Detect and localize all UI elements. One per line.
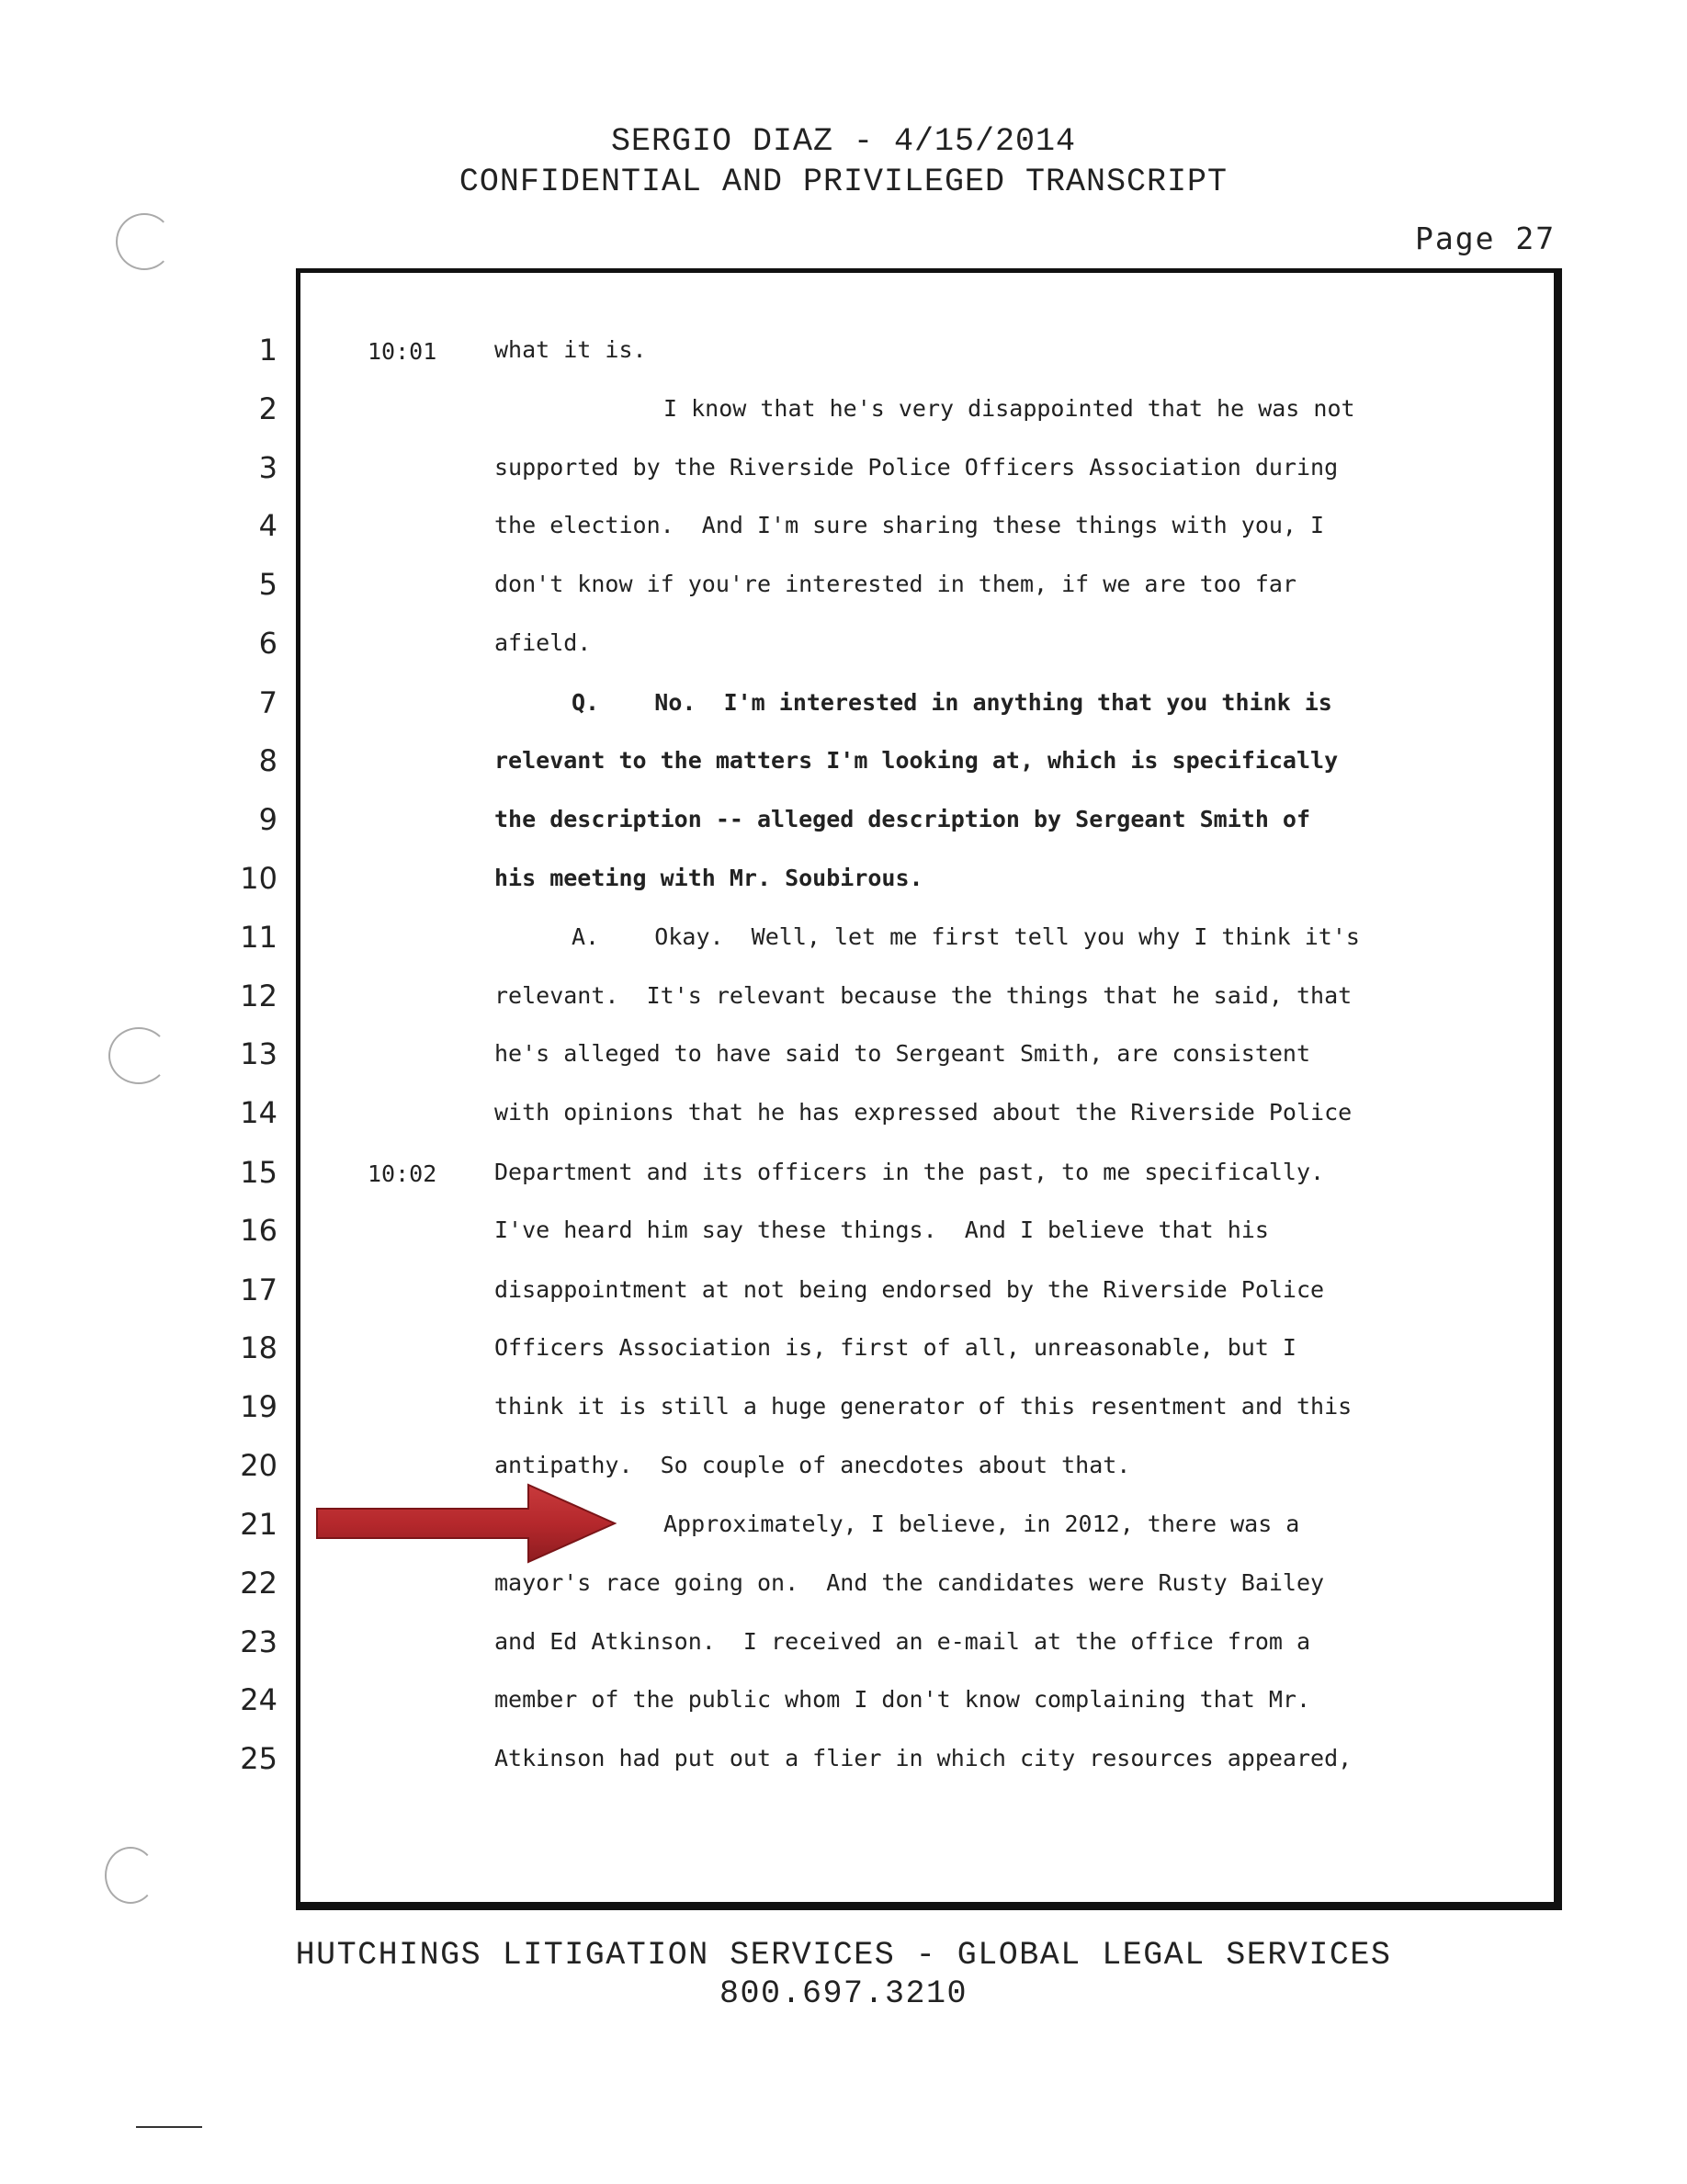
line-text: Approximately, I believe, in 2012, there was a bbox=[663, 1511, 1300, 1537]
line-number: 16 bbox=[240, 1213, 277, 1248]
line-text: Q. No. I'm interested in anything that you think is bbox=[572, 689, 1332, 716]
margin-line bbox=[136, 2126, 202, 2128]
transcript-line bbox=[0, 1036, 1687, 1095]
line-number: 14 bbox=[240, 1095, 277, 1130]
transcript-line bbox=[0, 1624, 1687, 1683]
line-number: 2 bbox=[258, 391, 277, 426]
line-text: Atkinson had put out a flier in which city resources appeared, bbox=[494, 1745, 1353, 1771]
line-number: 24 bbox=[240, 1682, 277, 1717]
red-arrow-icon bbox=[315, 1481, 618, 1566]
line-text: A. Okay. Well, let me first tell you why I think it's bbox=[572, 923, 1360, 950]
transcript-line bbox=[0, 685, 1687, 744]
line-text: and Ed Atkinson. I received an e-mail at the office from a bbox=[494, 1628, 1311, 1655]
transcript-line bbox=[0, 626, 1687, 685]
transcript-line bbox=[0, 567, 1687, 626]
line-text: he's alleged to have said to Sergeant Smith, are consistent bbox=[494, 1040, 1311, 1067]
line-text: his meeting with Mr. Soubirous. bbox=[494, 865, 923, 891]
line-number: 3 bbox=[258, 450, 277, 485]
line-number: 8 bbox=[258, 743, 277, 778]
header-title: SERGIO DIAZ - 4/15/2014 bbox=[610, 123, 1077, 160]
transcript-line bbox=[0, 1682, 1687, 1741]
line-text: Officers Association is, first of all, unreasonable, but I bbox=[494, 1334, 1296, 1361]
transcript-line bbox=[0, 450, 1687, 509]
transcript-line bbox=[0, 1213, 1687, 1272]
line-text: think it is still a huge generator of this resentment and this bbox=[494, 1393, 1353, 1420]
line-number: 23 bbox=[240, 1624, 277, 1659]
line-number: 6 bbox=[258, 626, 277, 661]
line-number: 21 bbox=[240, 1507, 277, 1542]
transcript-line bbox=[0, 920, 1687, 979]
transcript-line bbox=[0, 1741, 1687, 1800]
line-text: I've heard him say these things. And I believe that his bbox=[494, 1216, 1269, 1243]
transcript-line bbox=[0, 802, 1687, 861]
line-number: 19 bbox=[240, 1389, 277, 1424]
line-number: 9 bbox=[258, 802, 277, 837]
transcript-line bbox=[0, 391, 1687, 450]
line-text: antipathy. So couple of anecdotes about that. bbox=[494, 1452, 1131, 1478]
line-text: what it is. bbox=[494, 336, 647, 363]
transcript-line bbox=[0, 1155, 1687, 1214]
line-number: 4 bbox=[258, 508, 277, 543]
transcript-line bbox=[0, 1389, 1687, 1448]
line-number: 7 bbox=[258, 685, 277, 720]
footer-phone: 800.697.3210 bbox=[719, 1975, 968, 2012]
transcript-line bbox=[0, 508, 1687, 567]
transcript-line bbox=[0, 743, 1687, 802]
line-number: 17 bbox=[240, 1273, 277, 1307]
line-text: the election. And I'm sure sharing these things with you, I bbox=[494, 512, 1325, 538]
transcript-line bbox=[0, 979, 1687, 1037]
line-number: 13 bbox=[240, 1036, 277, 1071]
timestamp: 10:01 bbox=[368, 338, 437, 365]
line-number: 22 bbox=[240, 1566, 277, 1601]
timestamp: 10:02 bbox=[368, 1160, 437, 1187]
line-text: mayor's race going on. And the candidates were Rusty Bailey bbox=[494, 1569, 1325, 1596]
line-text: relevant to the matters I'm looking at, which is specifically bbox=[494, 747, 1339, 774]
line-number: 5 bbox=[258, 567, 277, 602]
line-number: 12 bbox=[240, 979, 277, 1013]
line-text: relevant. It's relevant because the things that he said, that bbox=[494, 982, 1353, 1009]
line-number: 15 bbox=[240, 1155, 277, 1190]
transcript-line bbox=[0, 861, 1687, 920]
line-text: member of the public whom I don't know complaining that Mr. bbox=[494, 1686, 1311, 1713]
line-number: 25 bbox=[240, 1741, 277, 1776]
transcript-line bbox=[0, 333, 1687, 391]
line-text: disappointment at not being endorsed by the Riverside Police bbox=[494, 1276, 1325, 1303]
footer-company: HUTCHINGS LITIGATION SERVICES - GLOBAL LEGAL SERVICES bbox=[295, 1937, 1392, 1974]
transcript-line bbox=[0, 1330, 1687, 1389]
line-number: 10 bbox=[240, 861, 277, 896]
line-number: 20 bbox=[240, 1448, 277, 1483]
transcript-line bbox=[0, 1273, 1687, 1331]
line-text: supported by the Riverside Police Officers Association during bbox=[494, 454, 1339, 481]
line-number: 18 bbox=[240, 1330, 277, 1365]
transcript-line bbox=[0, 1095, 1687, 1154]
line-text: afield. bbox=[494, 629, 592, 656]
line-text: Department and its officers in the past, to me specifically. bbox=[494, 1159, 1325, 1185]
transcript-line bbox=[0, 1507, 1687, 1566]
line-number: 1 bbox=[258, 333, 277, 368]
transcript-line bbox=[0, 1566, 1687, 1624]
line-text: I know that he's very disappointed that he was not bbox=[663, 395, 1355, 422]
page-number: Page 27 bbox=[1415, 221, 1557, 256]
line-text: the description -- alleged description by Sergeant Smith of bbox=[494, 806, 1311, 832]
transcript-line bbox=[0, 1448, 1687, 1507]
line-text: with opinions that he has expressed about the Riverside Police bbox=[494, 1099, 1353, 1126]
header-subtitle: CONFIDENTIAL AND PRIVILEGED TRANSCRIPT bbox=[459, 164, 1228, 200]
line-text: don't know if you're interested in them, if we are too far bbox=[494, 571, 1296, 597]
line-number: 11 bbox=[240, 920, 277, 955]
